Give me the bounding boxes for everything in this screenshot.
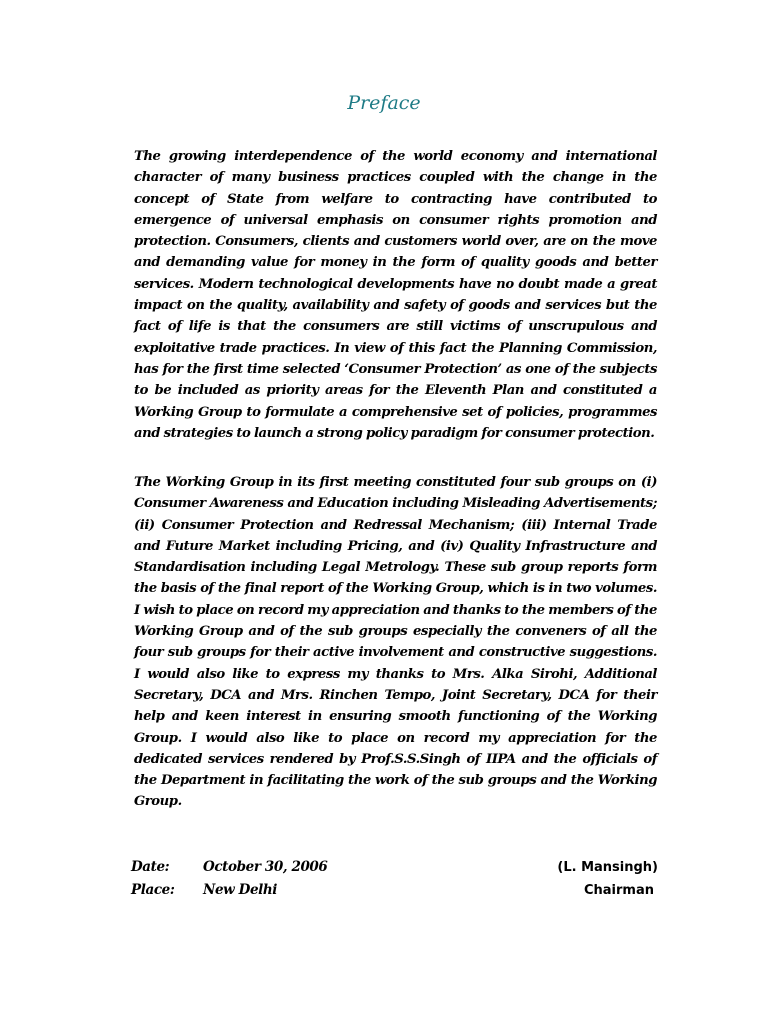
date-place-block <box>131 856 327 902</box>
date-value: October 30, 2006 <box>203 859 328 875</box>
place-row <box>131 879 327 902</box>
place-label: Place: <box>131 882 175 898</box>
date-row <box>131 856 327 879</box>
date-label: Date: <box>131 859 170 875</box>
paragraph-2: The Working Group in its first meeting constituted four sub groups on (i) Consumer Awareness and Education including Misleading Advertisements; (ii) Consumer Protection and Redressal Mechanism; (iii) Internal Trade and Future Market including Pricing, and (iv) Quality Infrastructure and Standardisation including Legal Metrology. These sub group reports form the basis of the final report of the Working Group, which is in two volumes. I wish to place on record my appreciation and thanks to the members of the Working Group and of the sub groups especially the conveners of all the four sub groups for their active involvement and constructive suggestions. I would also like to express my thanks to Mrs. Alka Sirohi, Additional Secretary, DCA and Mrs. Rinchen Tempo, Joint Secretary, DCA for their help and keen interest in ensuring smooth functioning of the Working Group. I would also like to place on record my appreciation for the dedicated services rendered by Prof.S.S.Singh of IIPA and the officials of the Department in facilitating the work of the sub groups and the Working Group. <box>134 475 657 810</box>
signatory-designation: Chairman <box>583 883 654 898</box>
signatory-name: (L. Mansingh) <box>557 860 658 875</box>
page-title: Preface <box>347 92 421 114</box>
paragraph-1: The growing interdependence of the world economy and international character of many business practices coupled with the change in the concept of State from welfare to contracting have contributed to emergence of universal emphasis on consumer rights promotion and protection. Consumers, clients and customers world over, are on the move and demanding value for money in the form of quality goods and better services. Modern technological developments have no doubt made a great impact on the quality, availability and safety of goods and services but the fact of life is that the consumers are still victims of unscrupulous and exploitative trade practices. In view of this fact the Planning Commission, has for the first time selected ‘Consumer Protection’ as one of the subjects to be included as priority areas for the Eleventh Plan and constituted a Working Group to formulate a comprehensive set of policies, programmes and strategies to launch a strong policy paradigm for consumer protection. <box>134 149 657 441</box>
place-value: New Delhi <box>203 882 278 898</box>
signatory-block <box>557 856 658 902</box>
